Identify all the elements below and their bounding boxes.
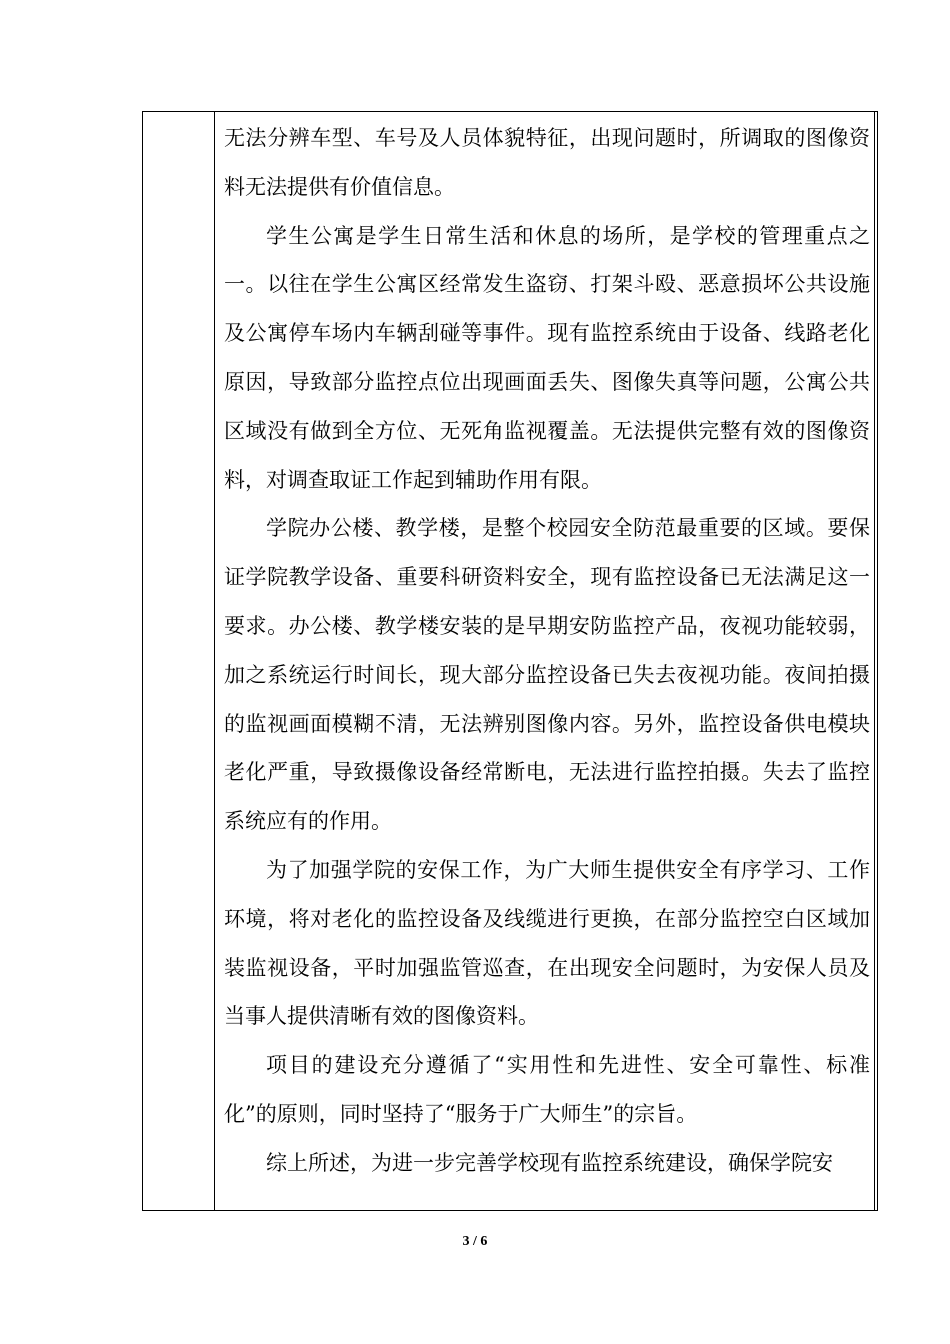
paragraph-office-teaching-buildings: 学院办公楼、教学楼，是整个校园安全防范最重要的区域。要保证学院教学设备、重要科研资料安全，现有监控设备已无法满足这一要求。办公楼、教学楼安装的是早期安防监控产品，夜视功能较弱，加之系统运行时间长，现大部分监控设备已失去夜视功能。夜间拍摄的监视画面模糊不清，无法辨别图像内容。另外，监控设备供电模块老化严重，导致摄像设备经常断电，无法进行监控拍摄。失去了监控系统应有的作用。 (224, 516, 870, 834)
page-number: 3 / 6 (462, 1234, 488, 1249)
table-text-cell (224, 114, 870, 1188)
paragraph-student-dormitory: 学生公寓是学生日常生活和休息的场所，是学校的管理重点之一。以往在学生公寓区经常发生盗窃、打架斗殴、恶意损坏公共设施及公寓停车场内车辆刮碰等事件。现有监控系统由于设备、线路老化原因，导致部分监控点位出现画面丢失、图像失真等问题，公寓公共区域没有做到全方位、无死角监视覆盖。无法提供完整有效的图像资料，对调查取证工作起到辅助作用有限。 (224, 223, 870, 492)
paragraph-security-work: 为了加强学院的安保工作，为广大师生提供安全有序学习、工作环境，将对老化的监控设备及线缆进行更换，在部分监控空白区域加装监视设备，平时加强监管巡查，在出现安全问题时，为安保人员及当事人提供清晰有效的图像资料。 (224, 857, 870, 1029)
paragraph-continued: 无法分辨车型、车号及人员体貌特征，出现问题时，所调取的图像资料无法提供有价值信息。 (224, 126, 870, 199)
paragraph-summary: 综上所述，为进一步完善学校现有监控系统建设，确保学院安 (266, 1150, 833, 1175)
table-column-divider (214, 111, 215, 1211)
paragraph-project-principles: 项目的建设充分遵循了“实用性和先进性、安全可靠性、标准化”的原则，同时坚持了“服务于广大师生”的宗旨。 (224, 1053, 870, 1126)
